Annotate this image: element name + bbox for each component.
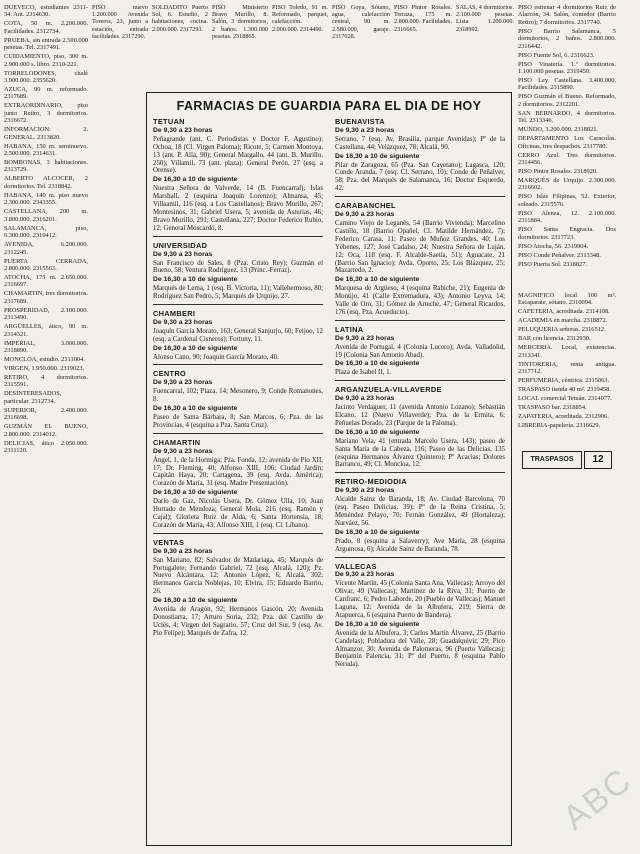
section-divider	[153, 304, 323, 305]
classified-ad: SALAMANCA, piso, 6.300.000. 2310412.	[4, 224, 88, 240]
top-classified-6: PISO Pintor Rosales. Terraza, 175 m. 2.800.000. Facilidades. 2316665.	[394, 4, 452, 33]
shift-hours: De 9,30 a 23 horas	[335, 334, 395, 342]
classified-ad: DELICIAS, ático 2.050.000. 2311120.	[4, 439, 88, 454]
district-heading: RETIRO-MEDIODIA	[335, 477, 407, 487]
classified-ad: ARGÜELLES, ático, 90 m. 2314321.	[4, 323, 88, 338]
classified-ad: PISO Alenza, 12. 2.100.000. 2311884.	[518, 209, 616, 225]
classified-ad: MARQUÉS de Urquijo. 2.300.000. 2316602.	[518, 177, 616, 192]
pharmacy-addresses: Alcalde Sainz de Baranda, 18; Av. Ciudad Barcelona, 70 (esq. Paseo Delicias, 39); Pº de la Reina Cristina, 5; Menéndez Pelayo, 70; Fernán González, 49 (Hortaleza); Narváez, 56.	[335, 496, 505, 527]
top-classified-5: PISO Goya, Sótano, agua, calefacción central, 90 m. 2.580.000, garaje. 2317028.	[332, 4, 390, 40]
district-heading: LATINA	[335, 324, 364, 334]
classified-ad: MERCERIA. Local, existencias. 2313341.	[518, 344, 616, 359]
pharmacy-title: FARMACIAS DE GUARDIA PARA EL DIA DE HOY	[176, 99, 482, 113]
classified-ad: SUPERIOR, 2.400.000. 2316698.	[4, 406, 88, 422]
pharmacy-addresses: Marqués de Lema, 1 (esq. B. Victoria, 11); Vallehermoso, 80; Rodríguez San Pedro, 5; Marqués de Urquijo, 27.	[153, 285, 323, 301]
classified-ad: PISO Puerta Sol. 2318827.	[518, 260, 588, 268]
classified-ad: COTA, 50 m. 2.200.000. Facilidades. 2312734.	[4, 20, 88, 35]
section-divider	[335, 380, 505, 381]
classified-ad: CHAMARTIN, tres dormitorios. 2317689.	[4, 290, 88, 305]
district-heading: CARABANCHEL	[335, 201, 396, 211]
shift-hours: De 16,30 a 10 de siguiente	[335, 528, 420, 536]
pharmacy-addresses: Avenida de la Albufera, 3; Carlos Martín Álvarez, 25 (Barrio Candelas); Pobladura del Valle, 28; Guadalquivir, 29; Pico Almanzor, 30; Avenida de Palomeras, 96 (Puerto Vallecas); Benjamín Palencia, 31; Pº del Puerto, 8 (esquina Pablo Neruda).	[335, 629, 505, 669]
shift-hours: De 9,30 a 23 horas	[335, 211, 395, 219]
district-heading: CHAMARTIN	[153, 437, 201, 447]
classified-ad: PELUQUERIA señoras. 2316512.	[518, 326, 606, 334]
classified-ad: MONCLOA, estudio. 2311004.	[4, 355, 85, 363]
classified-ad: PISO Vinatería. 1.ª dormitorios. 1.100.000 pesetas. 2319450.	[518, 60, 616, 76]
pharmacy-addresses: Serrano, 7 (esq. Av. Brasilia, parque Avenidas); Pº de la Castellana, 44; Velázquez, 78; Alcalá, 90.	[335, 135, 505, 151]
classified-ad: DEPARTAMENTO Los Caracolas. Oficinas, tres despachos. 2317780.	[518, 135, 616, 150]
classified-ad: MUNDO, 3.200.000. 2318821.	[518, 126, 599, 134]
pharmacy-listing-box	[146, 92, 512, 846]
top-classified-7: SALAS, 4 dormitorios. 2.100.000 pesetas. Lista 1.200.000. 2318992.	[456, 4, 514, 33]
classified-ad: PISO Guzmán el Bueno. Reformado, 2 dormitorios. 2312201.	[518, 93, 616, 108]
shift-hours: De 9,30 a 23 horas	[335, 571, 395, 579]
classified-ad: PISO Atocha, 56. 2319904.	[518, 242, 589, 250]
shift-hours: De 9,30 a 23 horas	[153, 547, 213, 555]
classified-ad: HABANA, 150 m. seminuevo. 2.500.000. 2314631.	[4, 142, 88, 158]
classified-ad: ACADEMIA en marcha. 2318872.	[518, 317, 608, 325]
shift-hours: De 16,30 a 10 de siguiente	[153, 344, 238, 352]
classified-ad: GUZMÁN EL BUENO, 2.800.000. 2314012.	[4, 423, 88, 438]
top-classified-2: SOLDADITO Puerto Sol, 6. Estudio, 2 habitaciones, cocina. 2.000.000. 2317293.	[152, 4, 208, 33]
pharmacy-addresses: Plaza de Isabel II, 1.	[335, 369, 392, 377]
section-divider	[335, 472, 505, 473]
pharmacy-column-b	[335, 118, 505, 670]
pharmacy-addresses: Vicente Martín, 45 (Colonia Santa Ana, Vallecas); Arroyo del Olivar, 49 (Vallecas); Martínez de la Riva, 31; Puerto de Canfranc, 6; Pedro Laborde, 20 (Pueblo de Vallecas); Manuel Laguna, 12; Avenida de la Albufera, 219; Sierra de Atapuerca, 6 (esquina Puerto de Bandera).	[335, 580, 505, 619]
top-classified-1: PISO nuevo 1.200.000 Avenida Toreros, 23, junto a estación, entrada facilidades. 2317290.	[92, 4, 148, 40]
pharmacy-addresses: Avenida de Portugal, 4 (Colonia Lucero); Avda. Valladolid, 19 (Colonia San Antonio Abad).	[335, 343, 505, 359]
section-divider	[153, 364, 323, 365]
classified-ad: PUERTA CERRADA, 2.800.000. 2315563.	[4, 257, 88, 272]
district-heading: CHAMBERI	[153, 309, 196, 319]
classified-ad: PRUEBA, sin entrada 2.500.000 pesetas. Tel. 2317491.	[4, 36, 88, 52]
district-heading: VALLECAS	[335, 561, 377, 571]
classified-ad: HABANA, 140 m. piso nuevo 2.300.000. 2343355.	[4, 191, 88, 207]
shift-hours: De 9,30 a 23 horas	[153, 447, 213, 455]
classified-ad: TRASPASO tienda 40 m². 2319458.	[518, 385, 611, 393]
classified-ad: BOMBONAS, 3 habitaciones. 2313729.	[4, 159, 88, 174]
shift-hours: De 9,30 a 23 horas	[335, 487, 395, 495]
pharmacy-addresses: Paseo de Santa Bárbara, 8; San Marcos, 6; Pza. de las Provincias, 4 (esquina a Pza. Santa Cruz).	[153, 414, 323, 429]
classified-ad: PISO Santa Engracia. Dos dormitorios. 2317723.	[518, 226, 616, 241]
district-heading: CENTRO	[153, 369, 187, 379]
pharmacy-addresses: Camino Viejo de Leganés, 54 (Barrio Vivienda); Marcelino Castillo, 18 (Barrio Opañel, Cl. Matilde Hernández, 7); Federico Carasa, 11; Paseo de Muñoz Grandes, 40; Los Yébenes, 127; José Cadalso, 24; Nuestra Señora de Luján, 12; Oca, 118 (esq. F. Alcalde-Saetía, 51); Aguacate, 21 (Barrio San Ignacio); Avda. Oporto, 25; Los Blázquez, 25; Mazarredo, 2.	[335, 219, 505, 275]
district-heading: TETUAN	[153, 117, 185, 126]
classified-ad: CAFETERIA, acreditada. 2314108.	[518, 308, 610, 316]
classified-ad: CUIDAMIENTO, piso, 300 m. 2.900.000 s. libro. 2310-221.	[4, 53, 88, 68]
pharmacy-addresses: San Mariano, 82; Salvador de Madariaga, 45; Marqués de Portugalete; Fernando Gabriel, 72 (esq. Alcalá, 120); Pz. Nuevo Alcántara, 12; Antonio López, 6; Alcalá, 302; Hermanos García Noblejas, 10; Elvira, 15; Eduardo Barrio, 26.	[153, 556, 323, 596]
shift-hours: De 9,30 a 23 horas	[335, 126, 395, 134]
shift-hours: De 9,30 a 23 horas	[153, 318, 213, 326]
classified-ad: EXTRAORDINARIO, piso junto Retiro, 3 dormitorios. 2316672.	[4, 102, 88, 125]
shift-hours: De 16,30 a 10 de siguiente	[153, 597, 238, 605]
section-divider	[153, 533, 323, 534]
classified-ad: SAN BERNARDO, 4 dormitorios. Tel. 2313346.	[518, 109, 616, 125]
pharmacy-addresses: Alonso Cano, 90; Joaquín García Morato, 40.	[153, 353, 279, 361]
top-classified-4: PISO Toledo, 91 m. Reformado, parquet, calefacción. 2.000.000. 2314490.	[272, 4, 328, 33]
watermark-logo: ABC	[556, 760, 640, 838]
classified-ad: PISO Ley Castellana. 3.400.000. Facilidades. 2315890.	[518, 77, 616, 92]
classified-ad: DUEVECO, estudiantes 2311-34. Ant. 2314630.	[4, 4, 88, 19]
classified-ad: CERRO Azul. Tres dormitorios. 2314456.	[518, 151, 616, 167]
shift-hours: De 16,30 a 10 de siguiente	[153, 176, 238, 184]
shift-hours: De 16,30 a 10 de siguiente	[153, 276, 238, 284]
classified-ad: BAR con licencia. 2312930.	[518, 335, 591, 343]
classified-ad: PROSPERIDAD, 2.100.000. 2313490.	[4, 306, 88, 322]
shift-hours: De 9,30 a 23 horas	[153, 379, 213, 387]
shift-hours: De 9,30 a 23 horas	[335, 395, 395, 403]
classified-ad: TRASPASO bar. 2318854.	[518, 403, 587, 411]
pharmacy-addresses: Nuestra Señora de Valverde, 14 (B. Fuencarral); Islas Marshall, 2 (esquina Joaquín Lorenzo); Almansa, 45; Villaamil, 116 (esq. a Los Castellanos); Bravo Murillo, 267; Montesinos, 31; Gabriel Usera, 5; avenida de Asturias, 46; Bravo Murillo, 291; Castellana, 227; Doctor Federico Rubio, 12; General Moscardó, 8.	[153, 185, 323, 232]
pharmacy-addresses: Avenida de Aragón, 92; Hermanos Gascón, 20; Avenida Donostiarra, 17; Arturo Soria, 232; Pza. del Castillo de Uclés, 4; Virgen del Sagrario, 57; Cruz del Sur, 9 (esq. Av. Pío Felipe); Marqués de Zafra, 12.	[153, 606, 323, 637]
shift-hours: De 16,30 a 10 de siguiente	[335, 620, 420, 628]
pharmacy-addresses: Jacinto Verdaguer, 11 (avenida Antonio Lozano); Sebastián Elcano, 12 (Nuevo Villaverde); Pza. de la Ermita, 6; Peñuelas Dorado, 23 (Parque de la Paloma).	[335, 404, 505, 427]
pharmacy-addresses: Peñagrande (ant. C. Periodistas y Doctor F. Agustino): Ochoa, 18 (Cl. Virgen Paloma); Ricote, 5; Carmen Montoya, 13 (ant. P. Alía, 90); General Margallo, 44 (ant. B. Murillo, 250); Villamil, 73 (ant. plaza): General Perón, 27 (esq. a Orense).	[153, 135, 323, 175]
district-heading: VENTAS	[153, 537, 185, 547]
right-classifieds-bottom	[518, 292, 616, 430]
right-classifieds-top	[518, 4, 616, 268]
pharmacy-addresses: San Francisco de Sales, 8 (Pza. Cristo Rey); Guzmán el Bueno, 58; Ventura Rodríguez, 13 (Princ.-Ferraz).	[153, 259, 323, 275]
classified-ad: LIBRERIA-papelería. 2316629.	[518, 421, 601, 429]
district-heading: BUENAVISTA	[335, 117, 385, 126]
shift-hours: De 16,30 a 10 de siguiente	[153, 489, 238, 497]
shift-hours: De 16,30 a 10 de siguiente	[335, 152, 420, 160]
pharmacy-addresses: Prado, 8 (esquina a Salaverry); Ave María, 28 (esquina Argumosa, 6); Alcalde Sainz de Baranda, 78.	[335, 537, 505, 553]
classified-ad: DESINTERESADOS, particular. 2312734.	[4, 390, 62, 405]
district-heading: ARGANZUELA-VILLAVERDE	[335, 385, 442, 395]
shift-hours: De 16,30 a 10 de siguiente	[335, 428, 420, 436]
classified-ad: PISO Barrio Salamanca, 5 dormitorios, 2 baños. 2.800.000. 2316442.	[518, 27, 616, 50]
section-divider	[153, 236, 323, 237]
classified-ad: ATOCHA, 175 m. 2.650.000. 2316697.	[4, 273, 88, 289]
classified-ad: ZAPATERIA, acreditada. 2312906.	[518, 412, 609, 420]
pharmacy-addresses: Fuencarral, 102; Plaza, 14; Mesonero, 9; Conde Romanones, 8.	[153, 388, 323, 404]
section-divider	[153, 433, 323, 434]
section-divider	[335, 320, 505, 321]
pharmacy-addresses: Mariano Vela, 41 (entrada Marcelo Usera, 143); paseo de Santa María de la Cabeza, 116; Paseo de las Delicias, 135 (esquina Hermanos Álvarez Quintero); Pº Acacias; Dolores Barranco, 49; Cl. Moncloa, 12.	[335, 437, 505, 469]
shift-hours: De 16,30 a 10 de siguiente	[153, 405, 238, 413]
section-divider	[335, 557, 505, 558]
classified-ad: AVENIDA, 6.200.000. 2312245.	[4, 241, 88, 256]
section-number: 12	[584, 451, 612, 469]
shift-hours: De 16,30 a 10 de siguiente	[335, 360, 420, 368]
classified-ad: INFORMACION: 2. GENERAL. 2313820.	[4, 126, 88, 141]
shift-hours: De 9,30 a 23 horas	[153, 250, 213, 258]
pharmacy-addresses: Darío de Gaz, Nicolás Usera, Dr. Gómez Ulla, 10; Juan Hurtado de Mendoza; General Mola, 216 (esq. Ramón y Cajal); Glorieta Ruiz de Alda, 6; Santa Hortensia, 18; Corazón de María, 43; Alfonso XIII, 1 (esq. Cl. Líbano).	[153, 498, 323, 529]
traspasos-heading: TRASPASOS	[522, 451, 582, 469]
classified-ad: CASTELLANA, 200 m. 3.800.000. 2316201.	[4, 208, 88, 223]
classifieds-left-column	[4, 4, 88, 850]
pharmacy-addresses: Joaquín García Morato, 163; General Sanjurjo, 60; Feijoo, 12 (esq. a Cardenal Cisneros); Fortuny, 11.	[153, 327, 323, 343]
classified-ad: LOCAL comercial Tetuán. 2314077.	[518, 394, 612, 402]
classified-ad: RETIRO, 4 dormitorios. 2315591.	[4, 373, 88, 389]
classified-ad: PERFUMERIA, céntrica. 2315063.	[518, 376, 610, 384]
shift-hours: De 9,30 a 23 horas	[153, 126, 213, 134]
classified-ad: PISO Conde Peñalver. 2313348.	[518, 251, 601, 259]
top-classified-3: PISO Ministerio Bravo Murillo, 8. Salón, 3 dormitorios, 2 baños. 1.300.000 pesetas. 2318865.	[212, 4, 268, 40]
district-heading: UNIVERSIDAD	[153, 240, 208, 250]
classified-ad: PISO Pintor Rosales. 2318920.	[518, 168, 598, 176]
classified-ad: PISO estrenar 4 dormitorios Ruiz de Alarcón, 34. Salón, comedor (Barrio Retiro); 7 dormitorios. 2317740.	[518, 4, 616, 26]
classified-ad: TINTORERIA, renta antigua. 2317712.	[518, 360, 616, 375]
pharmacy-addresses: Pilar de Zaragoza, 65 (Pza. San Cayetano); Lagasca, 120; Conde Aranda, 7 (esq. Cl. Serrano, 10); Conde de Peñalver, 58; Pza. del Marqués de Salamanca, 16; Doctor Esquerdo, 42.	[335, 161, 505, 193]
classified-ad: VIRGEN, 1.950.000. 2319023.	[4, 364, 85, 372]
pharmacy-addresses: Marquesa de Argüeso, 4 (esquina Rabiche, 21); Eugenia de Montijo, 41 (Calle Extremadura, 43); Antonio Leyva, 14; Valle de Oro, 31; Gómez de Arteche, 47; General Ricardos, 176 (esq. Pza. Acueducto).	[335, 285, 505, 316]
pharmacy-column-a	[153, 118, 323, 639]
classified-ad: PISO Islas Filipinas, 52. Exterior, soleado. 2315576.	[518, 193, 616, 208]
pharmacy-addresses: Ángel, 1, de la Hormiga; Pza. Fonda, 12; avenida de Pío XII, 17; Dr. Fleming, 40; Alfonso XIII, 106; Ciudad Jardín; Capitán Haya, 20; Cartagena, 39 (esq. Avda. América); Corazón de María, 31 (esq. Madre Presentación).	[153, 456, 323, 488]
classified-ad: IMPERIAL, 3.000.000. 2318890.	[4, 339, 88, 354]
classified-ad: TORRELODONES, chalé 3.900.000. 2355620.	[4, 69, 88, 85]
classified-ad: ALBERTO ALCOCER, 2 dormitorios. Tel. 2318842.	[4, 175, 88, 190]
classified-ad: AZUCA, 90 m. reformado. 2317689.	[4, 86, 88, 101]
classifieds-right-column	[518, 4, 616, 850]
classified-ad: MAGNIFICO local 100 m². Escaparate, sótano. 2310094.	[518, 291, 616, 307]
shift-hours: De 16,30 a 10 de siguiente	[335, 276, 420, 284]
section-divider	[335, 196, 505, 197]
classified-ad: PISO Fuente Sol, 6. 2316623.	[518, 51, 595, 59]
